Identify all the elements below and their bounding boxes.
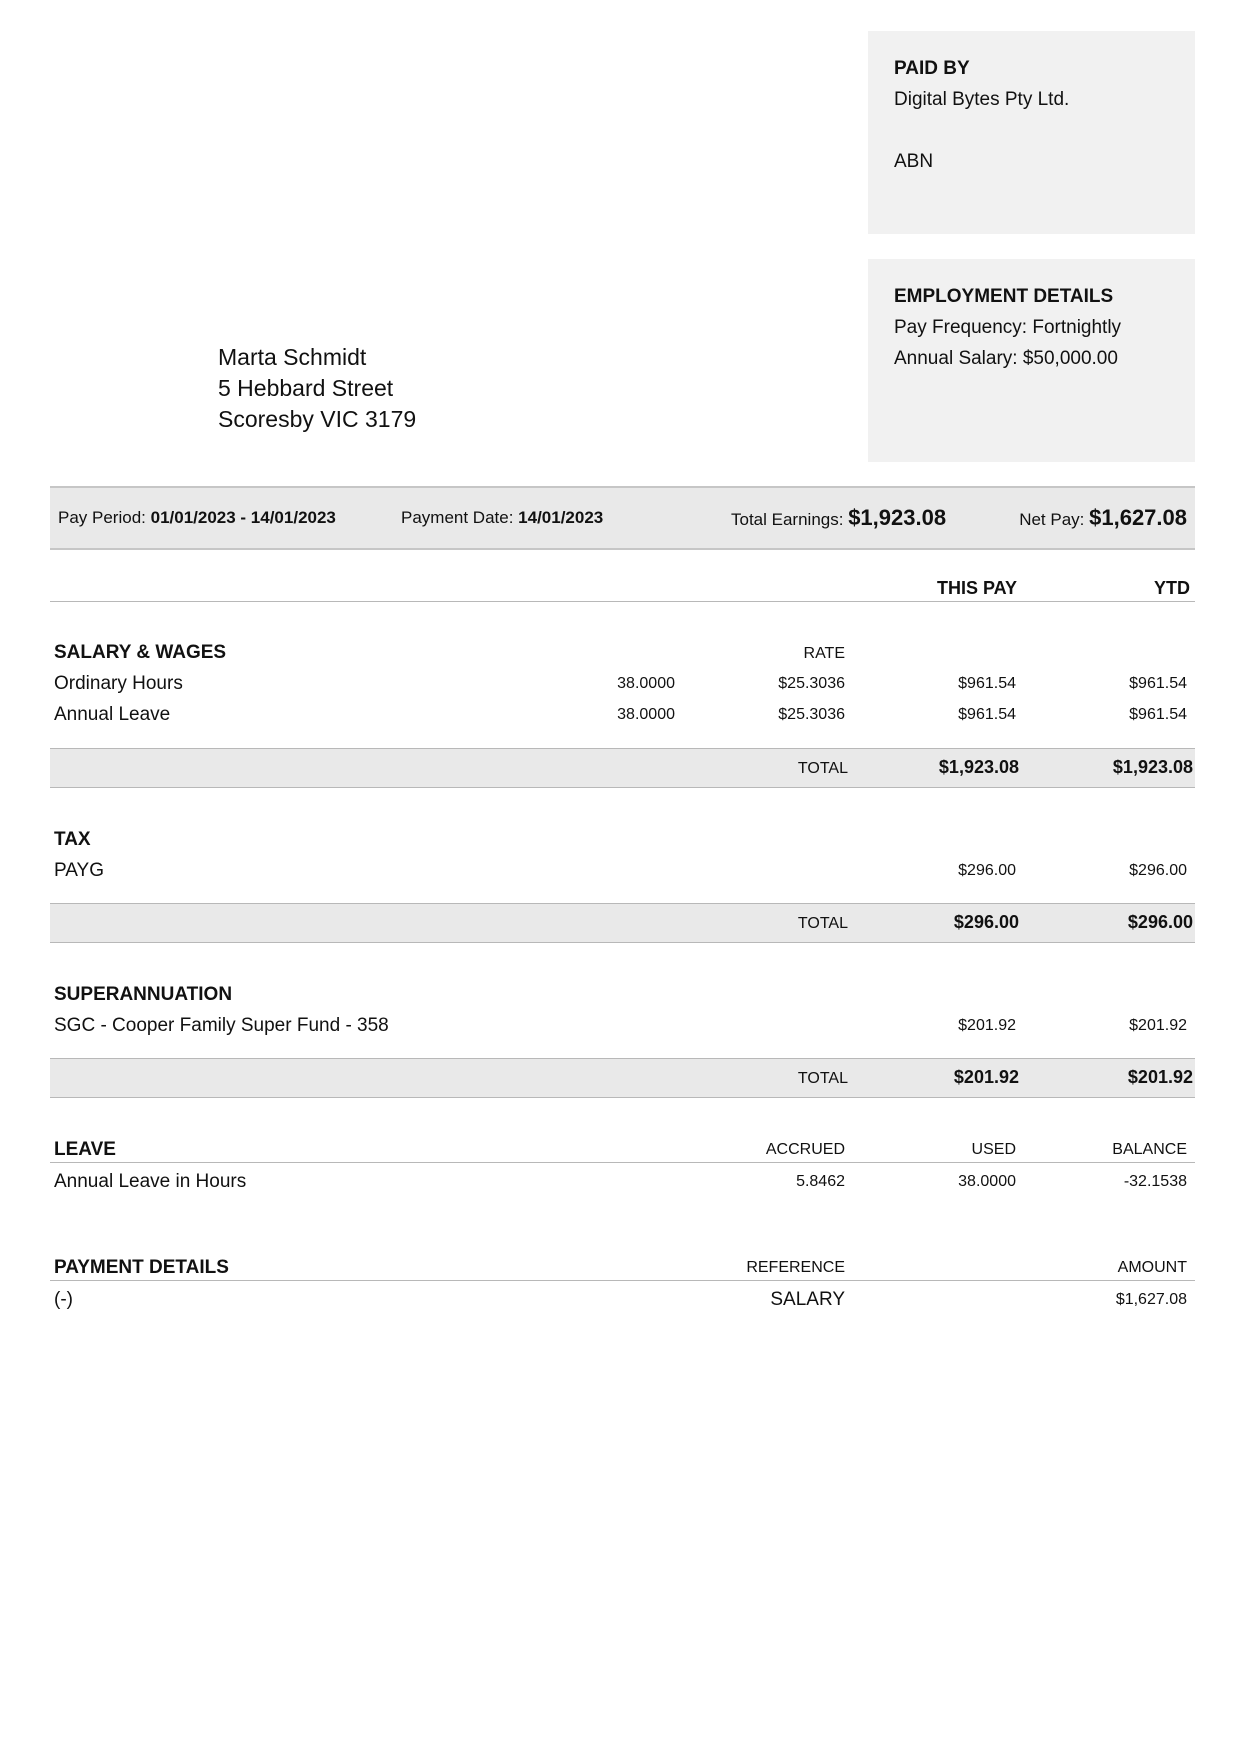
table-row-ytd: $961.54: [1129, 675, 1187, 692]
leave-title: LEAVE: [54, 1139, 116, 1160]
employee-name: Marta Schmidt: [218, 344, 367, 370]
table-row-accrued: 5.8462: [796, 1173, 845, 1190]
payment-details-title: PAYMENT DETAILS: [54, 1257, 229, 1278]
table-row-hours: 38.0000: [617, 706, 675, 723]
leave-accrued-header: ACCRUED: [765, 1141, 845, 1158]
col-header-this-pay: THIS PAY: [936, 578, 1017, 598]
payment-amount-header: AMOUNT: [1117, 1259, 1187, 1276]
payment-date: [401, 508, 603, 528]
net-pay-label: Net Pay:: [1019, 510, 1090, 529]
employee-street: 5 Hebbard Street: [218, 375, 394, 401]
salary-wages-title: SALARY & WAGES: [54, 642, 227, 663]
annual-salary: Annual Salary: $50,000.00: [894, 348, 1118, 369]
divider: [50, 601, 1195, 602]
table-row-this-pay: $201.92: [958, 1017, 1016, 1034]
pay-frequency: Pay Frequency: Fortnightly: [894, 317, 1122, 338]
table-row-this-pay: $961.54: [958, 706, 1016, 723]
tax-total-ytd: $296.00: [1127, 912, 1193, 932]
leave-balance-header: BALANCE: [1112, 1141, 1187, 1158]
table-row-label: Annual Leave: [54, 704, 171, 725]
payment-date-value: 14/01/2023: [518, 508, 604, 527]
table-row-label: SGC - Cooper Family Super Fund - 358: [54, 1015, 389, 1036]
divider: [50, 1162, 1195, 1163]
table-row-label: (-): [54, 1289, 73, 1310]
salary-total-label: TOTAL: [797, 760, 848, 777]
tax-total-this-pay: $296.00: [953, 912, 1019, 932]
abn-label: ABN: [894, 151, 934, 172]
payment-date-label: Payment Date:: [401, 508, 519, 527]
paid-by-box: [868, 31, 1195, 234]
tax-total-bar: [50, 903, 1195, 943]
employment-details-title: EMPLOYMENT DETAILS: [894, 286, 1114, 307]
spacer: [894, 115, 1169, 146]
rate-header: RATE: [803, 645, 845, 662]
table-row-hours: 38.0000: [617, 675, 675, 692]
pay-summary-bar: [50, 486, 1195, 550]
employment-details-box: [868, 259, 1195, 462]
table-row-rate: $25.3036: [778, 675, 845, 692]
super-total-bar: [50, 1058, 1195, 1098]
salary-total-ytd: $1,923.08: [1112, 757, 1193, 777]
tax-title: TAX: [54, 829, 91, 850]
table-row-this-pay: $961.54: [958, 675, 1016, 692]
table-row-amount: $1,627.08: [1115, 1291, 1187, 1308]
table-row-this-pay: $296.00: [958, 862, 1016, 879]
table-row-label: Annual Leave in Hours: [54, 1171, 247, 1192]
salary-total-bar: [50, 748, 1195, 788]
table-row-label: Ordinary Hours: [54, 673, 183, 694]
leave-used-header: USED: [971, 1141, 1016, 1158]
col-header-ytd: YTD: [1154, 578, 1190, 598]
payment-reference-header: REFERENCE: [746, 1259, 845, 1276]
table-row-rate: $25.3036: [778, 706, 845, 723]
superannuation-title: SUPERANNUATION: [54, 984, 233, 1005]
table-row-used: 38.0000: [958, 1173, 1016, 1190]
net-pay-value: $1,627.08: [1089, 505, 1187, 530]
paid-by-title: PAID BY: [894, 58, 970, 79]
pay-period-value: 01/01/2023 - 14/01/2023: [150, 508, 336, 527]
super-total-label: TOTAL: [797, 1070, 848, 1087]
table-row-balance: -32.1538: [1123, 1173, 1187, 1190]
table-row-ytd: $961.54: [1129, 706, 1187, 723]
table-row-reference: SALARY: [770, 1289, 845, 1310]
divider: [50, 1280, 1195, 1281]
table-row-ytd: $296.00: [1129, 862, 1187, 879]
total-earnings-value: $1,923.08: [848, 505, 947, 530]
total-earnings-label: Total Earnings:: [731, 510, 849, 529]
super-total-ytd: $201.92: [1127, 1067, 1193, 1087]
tax-total-label: TOTAL: [797, 915, 848, 932]
employee-city: Scoresby VIC 3179: [218, 406, 417, 432]
table-row-ytd: $201.92: [1129, 1017, 1187, 1034]
table-row-label: PAYG: [54, 860, 104, 881]
company-name: Digital Bytes Pty Ltd.: [894, 89, 1070, 110]
super-total-this-pay: $201.92: [953, 1067, 1019, 1087]
pay-period: [58, 508, 336, 528]
total-earnings: [731, 505, 946, 531]
pay-period-label: Pay Period:: [58, 508, 151, 527]
net-pay: [1019, 505, 1187, 531]
employee-address: [218, 342, 416, 435]
salary-total-this-pay: $1,923.08: [938, 757, 1019, 777]
